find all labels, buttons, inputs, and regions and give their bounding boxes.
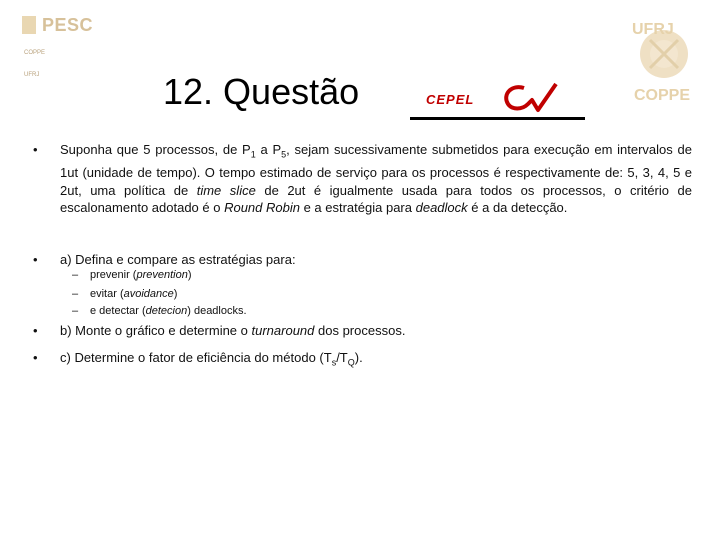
sub-item-avoidance: – evitar (avoidance): [72, 288, 178, 300]
question-paragraph: Suponha que 5 processos, de $P_1$ a $P_5$, sejam sucessivamente submetidos para execução em intervalos de 1ut (unidade de tempo). O tempo estimado de serviço para os processos é respectivamente de: 5, 3, 4, 5 e 2ut, uma política de time slice de 2ut é igualmente usada para todos os processos, o critério de escalonamento adotado é o Round Robin e a estratégia para deadlock é a da detecção.: [60, 142, 692, 216]
ufrj-coppe-logo: [624, 10, 704, 110]
bullet-1: •: [33, 142, 38, 157]
page-title: 12. Questão: [163, 71, 360, 112]
logo-bottom-text: COPPE: [634, 87, 691, 104]
item-c: c) Determine o fator de eficiência do método $(T_s/T_Q)$.: [60, 350, 363, 368]
pesc-logo-text: PESC: [42, 15, 94, 35]
cepel-swoosh-icon: [498, 82, 558, 116]
sub-item-detection: – e detectar (detecion) deadlocks.: [72, 305, 247, 317]
logo-top-text: UFRJ: [632, 21, 674, 38]
bullet-3: •: [33, 323, 38, 338]
sub-item-prevention: – prevenir (prevention): [72, 269, 192, 281]
pesc-logo: [22, 16, 92, 40]
coppe-small-label: COPPE: [24, 50, 46, 56]
bullet-2: •: [33, 252, 38, 267]
pesc-logo-mark: [22, 16, 36, 34]
bullet-4: •: [33, 350, 38, 365]
cepel-brand-text: CEPEL: [426, 92, 475, 107]
ufrj-small-label: UFRJ: [24, 72, 40, 78]
cepel-logo: [410, 82, 585, 120]
item-a: a) Defina e compare as estratégias para:: [60, 252, 296, 267]
item-b: b) Monte o gráfico e determine o turnaround dos processos.: [60, 323, 406, 338]
title-underline: [410, 117, 585, 120]
